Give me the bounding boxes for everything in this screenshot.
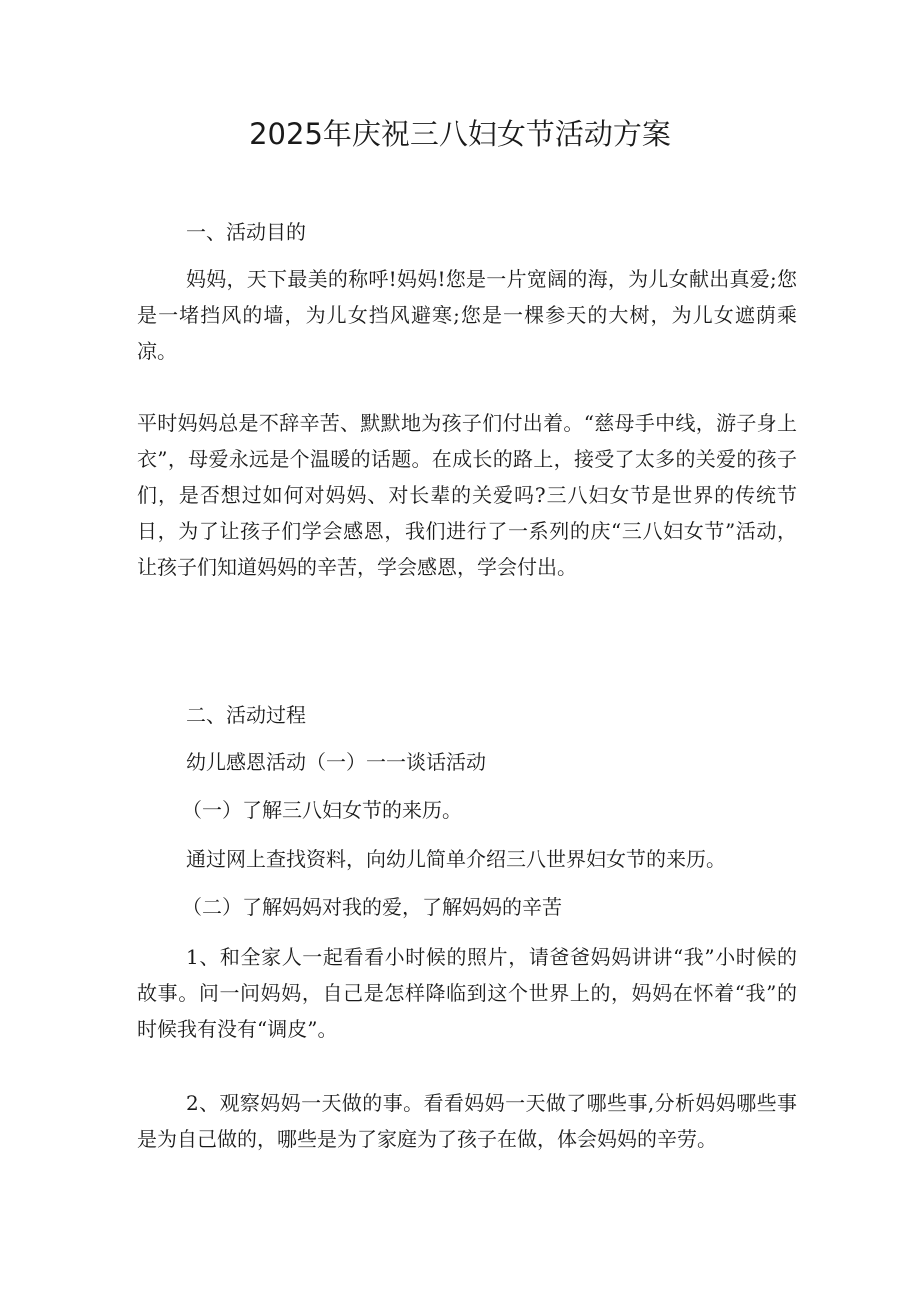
activity-title: 幼儿感恩活动（一）一一谈话活动 bbox=[186, 750, 486, 774]
subsection-text-history: 通过网上查找资料，向幼儿简单介绍三八世界妇女节的来历。 bbox=[186, 847, 726, 871]
document-title: 2025年庆祝三八妇女节活动方案 bbox=[249, 117, 671, 151]
subsection-heading-mother-love: （二）了解妈妈对我的爱，了解妈妈的辛苦 bbox=[182, 895, 562, 919]
section-heading-purpose: 一、活动目的 bbox=[186, 220, 306, 244]
paragraph-purpose-2: 平时妈妈总是不辞辛苦、默默地为孩子们付出着。“慈母手中线，游子身上衣”，母爱永远是个温暖的话题。在成长的路上，接受了太多的关爱的孩子们，是否想过如何对妈妈、对长辈的关爱吗?三八妇女节是世界的传统节日，为了让孩子们学会感恩，我们进行了一系列的庆“三八妇女节”活动，让孩子们知道妈妈的辛苦，学会感恩，学会付出。 bbox=[137, 411, 797, 579]
list-item-1: 1、和全家人一起看看小时候的照片，请爸爸妈妈讲讲“我”小时候的故事。问一问妈妈，自己是怎样降临到这个世界上的，妈妈在怀着“我”的时候我有没有“调皮”。 bbox=[137, 945, 797, 1041]
subsection-heading-history: （一）了解三八妇女节的来历。 bbox=[182, 798, 462, 822]
list-item-2: 2、观察妈妈一天做的事。看看妈妈一天做了哪些事,分析妈妈哪些事是为自己做的，哪些是为了家庭为了孩子在做，体会妈妈的辛劳。 bbox=[137, 1091, 797, 1151]
section-heading-process: 二、活动过程 bbox=[186, 703, 306, 727]
paragraph-purpose-1: 妈妈，天下最美的称呼!妈妈!您是一片宽阔的海，为儿女献出真爱;您是一堵挡风的墙，为儿女挡风避寒;您是一棵参天的大树，为儿女遮荫乘凉。 bbox=[137, 267, 797, 363]
